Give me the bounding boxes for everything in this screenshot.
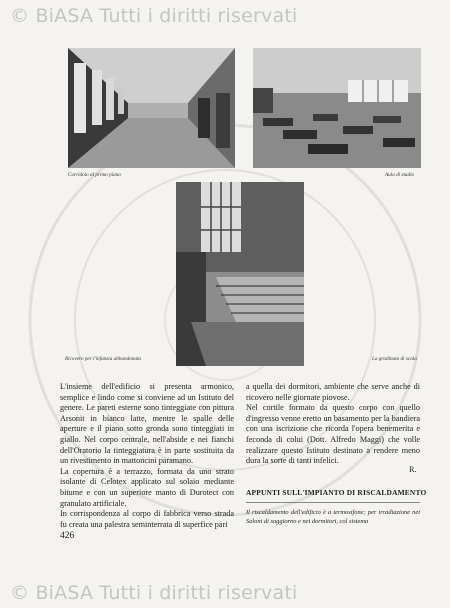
paragraph: In corrispondenza al corpo di fabbrica verso strada fu creata una palestra seminterrata di superfice pari xyxy=(60,509,234,529)
caption-classroom: Aula di studio xyxy=(385,172,415,178)
left-text-column xyxy=(60,382,234,530)
paragraph: a quella dei dormitori, ambiente che serve anche di ricovero nelle giornate piovose. xyxy=(246,382,420,402)
staircase-photo xyxy=(176,182,304,366)
caption-staircase: La gradinata di scala xyxy=(372,356,417,362)
caption-corridor: Corridoio al primo piano xyxy=(68,172,121,178)
paragraph: L'insieme dell'edificio si presenta armonico, semplice e lindo come si conviene ad un Istituto del genere. Le pareti esterne sono tinteggiate con pittura Arsonit in bianco latte, mentre le spalle delle aperture e il piano sotto gronda sono tinteggiati in giallo. Nel corpo centrale, nell'abside e nei fianchi dell'Oratorio la tinteggiatura è in parte sostituita da un rivestimento in mattoncini paramano. xyxy=(60,382,234,466)
watermark-bottom: © BiASA Tutti i diritti riservati xyxy=(10,582,298,604)
classroom-photo xyxy=(253,48,421,168)
section-subtext: Il riscaldamento dell'edificio è a termosifone; per irradiazione nei Saloni di soggiorno e nei dormitori, col sistema xyxy=(246,509,420,525)
right-text-column xyxy=(246,382,420,467)
caption-stairs: Ricovero per l'infanzia abbandonata xyxy=(65,356,141,362)
divider xyxy=(246,502,420,503)
paragraph: Nel cortile formato da questo corpo con quello d'ingresso venne eretto un basamento per la bandiera con una iscrizione che ricorda l'opera benemerita e feconda di colui (Dott. Alfredo Maggi) che volle realizzare questo Istituto destinato a rendere meno dura la sorte di tanti infelici. xyxy=(246,403,420,466)
paragraph: La copertura è a terrazzo, formata da uno strato isolante di Celotex applicato sul solaio mediante bitume e con un superiore manto di Durotect con granulato artificiale. xyxy=(60,466,234,508)
watermark-top: © BiASA Tutti i diritti riservati xyxy=(10,5,298,27)
page-number: 426 xyxy=(60,531,75,541)
section-heading: APPUNTI SULL'IMPIANTO DI RISCALDAMENTO xyxy=(246,488,427,497)
corridor-photo xyxy=(68,48,235,168)
signature: R. xyxy=(409,465,417,474)
